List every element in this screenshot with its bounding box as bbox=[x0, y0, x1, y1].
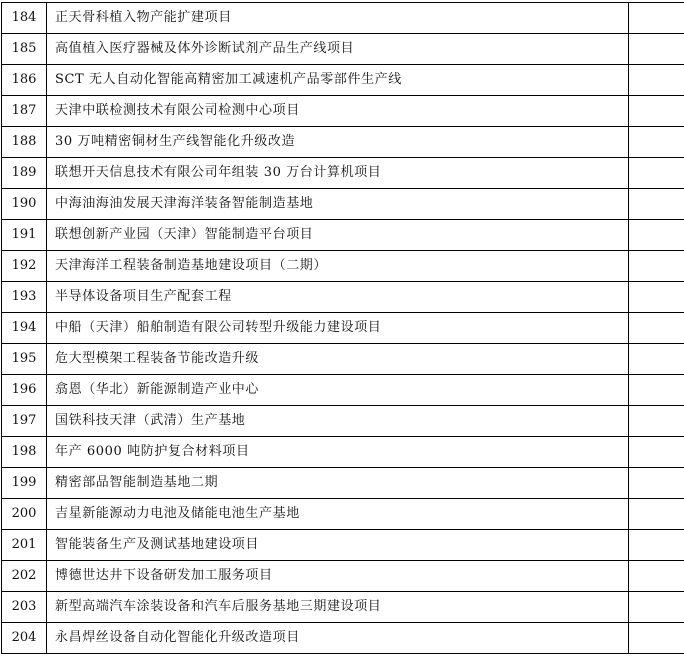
project-name: 30 万吨精密铜材生产线智能化升级改造 bbox=[47, 127, 629, 158]
project-name: 永昌焊丝设备自动化智能化升级改造项目 bbox=[47, 623, 629, 654]
empty-cell bbox=[629, 96, 684, 127]
project-name: 天津中联检测技术有限公司检测中心项目 bbox=[47, 96, 629, 127]
table-row bbox=[2, 313, 684, 344]
row-number: 200 bbox=[2, 499, 47, 530]
empty-cell bbox=[629, 251, 684, 282]
table-row bbox=[2, 344, 684, 375]
empty-cell bbox=[629, 158, 684, 189]
project-name: 博德世达井下设备研发加工服务项目 bbox=[47, 561, 629, 592]
project-name: 新型高端汽车涂装设备和汽车后服务基地三期建设项目 bbox=[47, 592, 629, 623]
row-number: 187 bbox=[2, 96, 47, 127]
empty-cell bbox=[629, 561, 684, 592]
row-number: 198 bbox=[2, 437, 47, 468]
empty-cell bbox=[629, 220, 684, 251]
table-row bbox=[2, 623, 684, 654]
project-name: SCT 无人自动化智能高精密加工减速机产品零部件生产线 bbox=[47, 65, 629, 96]
project-name: 年产 6000 吨防护复合材料项目 bbox=[47, 437, 629, 468]
project-name: 国铁科技天津（武清）生产基地 bbox=[47, 406, 629, 437]
row-number: 189 bbox=[2, 158, 47, 189]
project-name: 翕恩（华北）新能源制造产业中心 bbox=[47, 375, 629, 406]
table-row bbox=[2, 592, 684, 623]
project-name: 联想创新产业园（天津）智能制造平台项目 bbox=[47, 220, 629, 251]
project-name: 半导体设备项目生产配套工程 bbox=[47, 282, 629, 313]
empty-cell bbox=[629, 499, 684, 530]
project-name: 吉星新能源动力电池及储能电池生产基地 bbox=[47, 499, 629, 530]
table-row bbox=[2, 158, 684, 189]
row-number: 193 bbox=[2, 282, 47, 313]
row-number: 191 bbox=[2, 220, 47, 251]
table-row bbox=[2, 499, 684, 530]
empty-cell bbox=[629, 375, 684, 406]
empty-cell bbox=[629, 127, 684, 158]
row-number: 194 bbox=[2, 313, 47, 344]
row-number: 196 bbox=[2, 375, 47, 406]
empty-cell bbox=[629, 282, 684, 313]
project-name: 智能装备生产及测试基地建设项目 bbox=[47, 530, 629, 561]
row-number: 190 bbox=[2, 189, 47, 220]
table-row bbox=[2, 406, 684, 437]
row-number: 186 bbox=[2, 65, 47, 96]
row-number: 188 bbox=[2, 127, 47, 158]
project-name: 中船（天津）船舶制造有限公司转型升级能力建设项目 bbox=[47, 313, 629, 344]
empty-cell bbox=[629, 530, 684, 561]
empty-cell bbox=[629, 189, 684, 220]
empty-cell bbox=[629, 592, 684, 623]
empty-cell bbox=[629, 437, 684, 468]
table-row bbox=[2, 34, 684, 65]
row-number: 203 bbox=[2, 592, 47, 623]
table-row bbox=[2, 561, 684, 592]
empty-cell bbox=[629, 34, 684, 65]
row-number: 202 bbox=[2, 561, 47, 592]
empty-cell bbox=[629, 623, 684, 654]
row-number: 185 bbox=[2, 34, 47, 65]
empty-cell bbox=[629, 3, 684, 34]
project-name: 精密部品智能制造基地二期 bbox=[47, 468, 629, 499]
empty-cell bbox=[629, 406, 684, 437]
table-row bbox=[2, 189, 684, 220]
project-name: 危大型模架工程装备节能改造升级 bbox=[47, 344, 629, 375]
row-number: 184 bbox=[2, 3, 47, 34]
table-row bbox=[2, 282, 684, 313]
table-row bbox=[2, 437, 684, 468]
empty-cell bbox=[629, 468, 684, 499]
row-number: 197 bbox=[2, 406, 47, 437]
project-name: 天津海洋工程装备制造基地建设项目（二期） bbox=[47, 251, 629, 282]
row-number: 195 bbox=[2, 344, 47, 375]
row-number: 192 bbox=[2, 251, 47, 282]
table-row bbox=[2, 251, 684, 282]
table-row bbox=[2, 3, 684, 34]
table-row bbox=[2, 96, 684, 127]
table-row bbox=[2, 375, 684, 406]
project-name: 中海油海油发展天津海洋装备智能制造基地 bbox=[47, 189, 629, 220]
row-number: 201 bbox=[2, 530, 47, 561]
table-row bbox=[2, 65, 684, 96]
project-list-body bbox=[2, 3, 684, 654]
project-name: 高值植入医疗器械及体外诊断试剂产品生产线项目 bbox=[47, 34, 629, 65]
empty-cell bbox=[629, 344, 684, 375]
table-row bbox=[2, 127, 684, 158]
row-number: 204 bbox=[2, 623, 47, 654]
row-number: 199 bbox=[2, 468, 47, 499]
project-name: 联想开天信息技术有限公司年组装 30 万台计算机项目 bbox=[47, 158, 629, 189]
empty-cell bbox=[629, 65, 684, 96]
table-row bbox=[2, 220, 684, 251]
project-name: 正天骨科植入物产能扩建项目 bbox=[47, 3, 629, 34]
table-row bbox=[2, 468, 684, 499]
empty-cell bbox=[629, 313, 684, 344]
table-row bbox=[2, 530, 684, 561]
project-list-table bbox=[1, 2, 684, 654]
